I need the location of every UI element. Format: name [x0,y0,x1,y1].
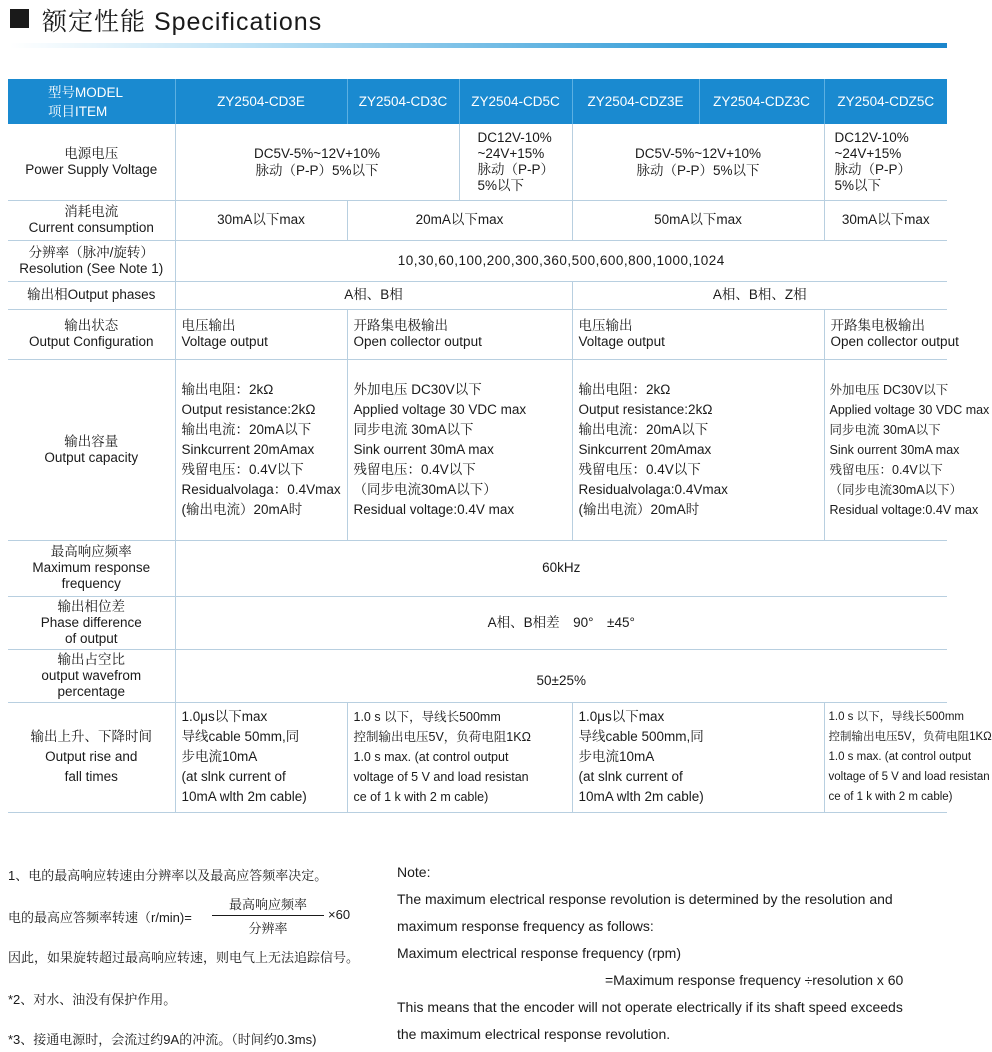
cell-value: 10,30,60,100,200,300,360,500,600,800,1000,1024 [175,240,947,281]
cell-value [824,702,992,812]
row-label [8,124,175,200]
label-en: percentage [57,683,126,699]
cell-value: 30mA以下max [824,200,947,240]
value-line: Output resistance:2kΩ [578,401,713,417]
header-model-6: ZY2504-CDZ5C [824,79,947,124]
formula-multiplier: ×60 [328,907,351,922]
value-line: 残留电压：0.4V以下 [181,461,304,477]
row-label [8,240,175,281]
value-line: Sinkcurrent 20mAmax [578,441,712,457]
label-en: Output rise and [45,749,138,764]
formula-denominator: 分辨率 [248,921,288,936]
value-line: 外加电压 DC30V以下 [353,381,482,397]
note-en-2: maximum response frequency as follows: [397,918,654,934]
value-line: 控制输出电压5V，负荷电阻1KΩ [828,731,992,743]
row-output-capacity [8,359,947,540]
cell-value [175,359,347,540]
note-en-heading: Note: [397,864,431,880]
cell-value [824,359,990,540]
note-en-6: the maximum electrical response revolution. [397,1026,671,1042]
value-line: Applied voltage 30 VDC max [353,401,527,417]
row-rise-fall-times [8,702,947,812]
label-cn: 电源电压 [64,145,119,161]
value-line: 1.0 s max. (at control output [828,751,972,763]
cell-value: 30mA以下max [175,200,347,240]
value-line: 1.0μs以下max [181,709,268,724]
label-cn: 输出状态 [64,318,119,333]
label-en: Current consumption [28,220,154,235]
specifications-table [8,79,992,813]
value-line: Residual voltage:0.4V max [829,502,979,517]
value-line: 电压输出 [578,318,633,333]
row-output-phases [8,281,947,309]
cell-value [175,124,459,200]
value-line: 输出电阻：2kΩ [181,381,274,397]
value-line: 同步电流 30mA以下 [829,422,941,437]
value-line: 同步电流 30mA以下 [353,421,474,437]
row-output-duty [8,649,947,702]
label-en: Resolution (See Note 1) [19,260,164,276]
value-line: Open collector output [830,334,959,349]
label-en: frequency [61,576,121,591]
value-line: (输出电流）20mA时 [578,501,700,517]
value-line: 1.0 s 以下，导线长500mm [353,710,501,724]
value-line: 残留电压：0.4V以下 [353,461,476,477]
value-line: 10mA wlth 2m cable) [578,789,704,804]
value-line: 10mA wlth 2m cable) [181,789,307,804]
row-power-supply [8,124,947,200]
value-line: 脉动（P-P） [834,161,912,177]
value-line: DC12V-10% [477,129,552,145]
row-current-consumption [8,200,947,240]
page-header [0,0,970,50]
value-line: 导线cable 500mm,同 [578,729,704,744]
header-model-5: ZY2504-CDZ3C [699,79,824,124]
row-label [8,702,175,812]
cell-value [572,359,824,540]
cell-value: A相、B相 [175,281,572,309]
cell-value [347,309,572,359]
cell-value [572,124,824,200]
note-cn-4: *2、对水、油没有保护作用。 [8,992,177,1007]
row-output-configuration [8,309,947,359]
value-line: (at slnk current of [578,769,683,784]
value-line: 输出电流：20mA以下 [578,421,709,437]
cell-value: 50mA以下max [572,200,824,240]
header-item-label: 项目ITEM [48,103,108,119]
value-line: Sink ourrent 30mA max [829,442,960,457]
note-en-4: =Maximum response frequency ÷resolution x 60 [605,972,904,988]
value-line: ~24V+15% [834,145,902,161]
value-line: (at slnk current of [181,769,286,784]
row-label [8,309,175,359]
label-en: Maximum response [32,560,151,575]
label-en: Output Configuration [28,334,154,349]
value-line: 1.0 s 以下，导线长500mm [828,711,964,723]
note-en-1: The maximum electrical response revolution is determined by the resolution and [397,891,893,907]
value-line: 输出电流：20mA以下 [181,421,312,437]
value-line: Applied voltage 30 VDC max [829,402,990,417]
value-line: 输出电阻：2kΩ [578,381,671,397]
value-line: 步电流10mA [578,749,655,764]
value-line: 外加电压 DC30V以下 [829,382,949,397]
row-label [8,200,175,240]
note-cn-formula-label: 电的最高应答频率转速（r/min)= [8,910,192,925]
note-en-3: Maximum electrical response frequency (rpm) [397,945,681,961]
note-cn-3: 因此，如果旋转超过最高响应转速，则电气上无法追踪信号。 [8,950,360,965]
value-line: 脉动（P-P）5%以下 [636,162,760,178]
value-line: 1.0μs以下max [578,709,665,724]
row-label [8,596,175,649]
note-cn-1: 1、电的最高响应转速由分辨率以及最高应答频率决定。 [8,868,328,883]
note-cn-5: *3、接通电源时，会流过约9A的冲流。（时间约0.3ms) [8,1032,317,1047]
row-label [8,540,175,596]
label-cn: 最高响应频率 [50,544,132,559]
value-line: 1.0 s max. (at control output [353,750,509,764]
row-label [8,649,175,702]
value-line: DC12V-10% [834,129,909,145]
cell-value: A相、B相、Z相 [572,281,947,309]
value-line: DC5V-5%~12V+10% [253,145,381,161]
cell-value [175,702,347,812]
value-line: 残留电压：0.4V以下 [829,462,943,477]
value-line: voltage of 5 V and load resistan [828,771,990,783]
value-line: 导线cable 50mm,同 [181,729,300,744]
cell-value [572,702,824,812]
value-line: （同步电流30mA以下） [829,482,963,497]
formula-numerator: 最高响应频率 [212,894,324,916]
value-line: （同步电流30mA以下） [353,481,497,497]
note-en-5: This means that the encoder will not operate electrically if its shaft speed exceeds [397,999,903,1015]
header-model-label: 型号MODEL [48,84,124,100]
row-label: 输出相Output phases [8,281,175,309]
label-en: Phase difference [40,614,142,630]
header-model-3: ZY2504-CD5C [459,79,572,124]
label-en: Power Supply Voltage [25,161,158,177]
value-line: Residual voltage:0.4V max [353,501,515,517]
label-cn: 分辨率（脉冲/旋转） [28,244,154,260]
value-line: 5%以下 [834,177,882,193]
value-line: Sinkcurrent 20mAmax [181,441,315,457]
value-line: 步电流10mA [181,749,258,764]
header-model-1: ZY2504-CD3E [175,79,347,124]
cell-value [347,359,572,540]
value-line: 开路集电极输出 [830,318,925,333]
header-model-4: ZY2504-CDZ3E [572,79,699,124]
value-line: voltage of 5 V and load resistan [353,770,529,784]
label-en: fall times [64,769,118,784]
cell-value: 50±25% [175,649,947,702]
cell-value [572,309,824,359]
value-line: Voltage output [181,334,268,349]
cell-value [824,124,947,200]
label-cn: 输出容量 [64,433,119,449]
value-line: 控制输出电压5V，负荷电阻1KΩ [353,730,531,744]
value-line: Open collector output [353,334,482,349]
label-cn: 消耗电流 [64,204,119,219]
value-line: Voltage output [578,334,665,349]
row-max-response-frequency [8,540,947,596]
label-cn: 输出占空比 [57,651,125,667]
value-line: 脉动（P-P） [477,161,555,177]
title-gradient-bar [10,43,947,48]
cell-value [175,309,347,359]
header-item-cell [8,79,175,124]
value-line: 5%以下 [477,177,525,193]
value-line: ce of 1 k with 2 m cable) [353,790,489,804]
value-line: 开路集电极输出 [353,318,448,333]
cell-value [347,702,572,812]
value-line: Output resistance:2kΩ [181,401,316,417]
label-en: of output [64,630,118,646]
page-title: 额定性能 Specifications [42,8,323,36]
label-en: Output capacity [44,449,139,465]
cell-value: 20mA以下max [347,200,572,240]
value-line: ~24V+15% [477,145,545,161]
cell-value [459,124,572,200]
value-line: (输出电流）20mA时 [181,501,303,517]
cell-value [824,309,959,359]
cell-value: A相、B相差 90° ±45° [175,596,947,649]
row-resolution [8,240,947,281]
title-square-bullet [10,9,29,28]
label-en: output wavefrom [41,667,142,683]
row-label [8,359,175,540]
value-line: 残留电压：0.4V以下 [578,461,701,477]
value-line: Residualvolaga：0.4Vmax [181,481,341,497]
value-line: Residualvolaga:0.4Vmax [578,481,728,497]
value-line: DC5V-5%~12V+10% [634,145,762,161]
value-line: ce of 1 k with 2 m cable) [828,791,953,803]
label-cn: 输出上升、下降时间 [30,729,152,744]
formula-fraction [212,894,324,937]
value-line: 脉动（P-P）5%以下 [255,162,379,178]
label-cn: 输出相位差 [57,598,125,614]
cell-value: 60kHz [175,540,947,596]
value-line: 电压输出 [181,318,236,333]
header-model-2: ZY2504-CD3C [347,79,459,124]
table-header-row [8,79,947,124]
row-phase-difference [8,596,947,649]
value-line: Sink ourrent 30mA max [353,441,494,457]
